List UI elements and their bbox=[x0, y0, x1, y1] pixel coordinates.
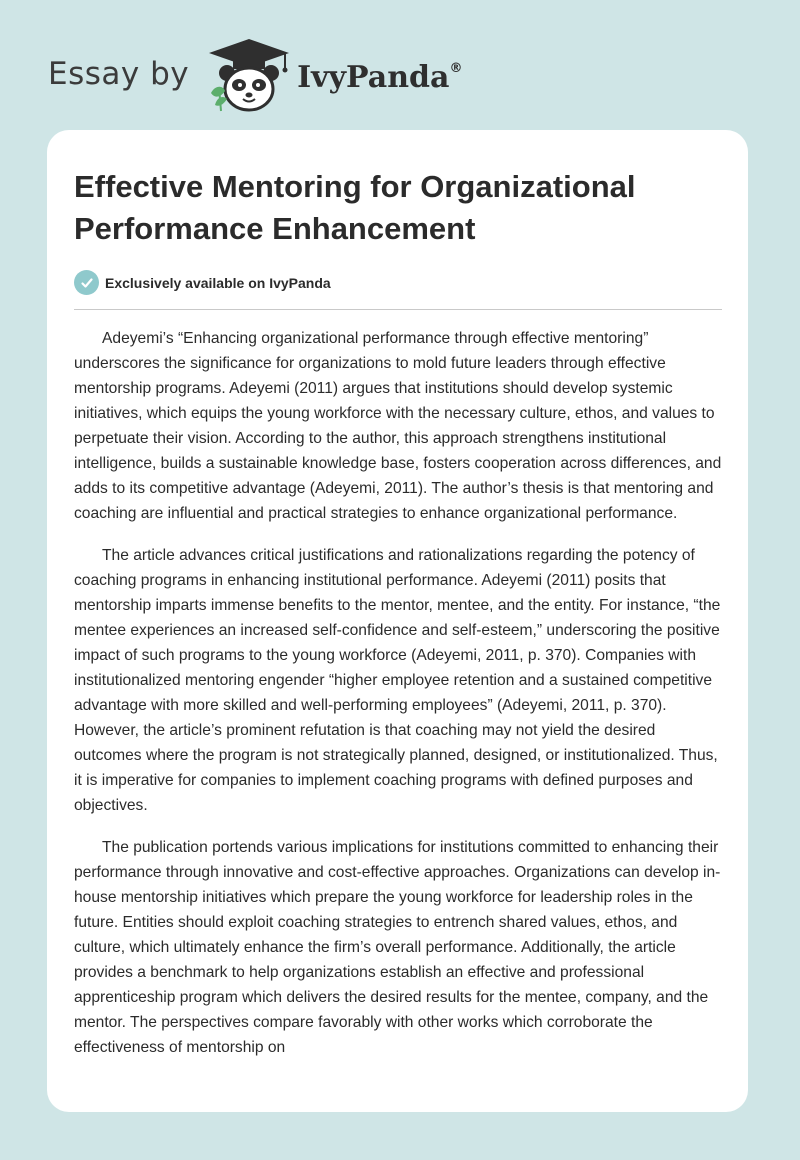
divider bbox=[74, 309, 722, 310]
brand-name[interactable] bbox=[297, 60, 462, 95]
article-body bbox=[74, 326, 721, 1060]
article-card bbox=[47, 130, 748, 1112]
brand-text: IvyPanda bbox=[297, 59, 450, 95]
panda-logo-icon[interactable] bbox=[205, 35, 293, 113]
paragraph: Adeyemi’s “Enhancing organizational performance through effective mentoring” underscores the significance for organizations to mold future leaders through effective mentorship programs. Adeyemi (2011) argues that institutions should develop systemic initiatives, which equips the young workforce with the necessary culture, ethos, and values to perpetuate their vision. According to the author, this approach strengthens institutional intelligence, builds a sustainable knowledge base, fosters cooperation across differences, and adds to its competitive advantage (Adeyemi, 2011). The author’s thesis is that mentoring and coaching are influential and practical strategies to enhance organizational performance. bbox=[74, 330, 722, 522]
paragraph: The article advances critical justifications and rationalizations regarding the potency of coaching programs in enhancing institutional performance. Adeyemi (2011) posits that mentorship imparts immense benefits to the mentor, mentee, and the entity. For instance, “the mentee experiences an increased self-confidence and self-esteem,” underscoring the positive impact of such programs to the young workforce (Adeyemi, 2011, p. 370). Companies with institutionalized mentoring engender “higher employee retention and a sustained competitive advantage with more skilled and well-performing employees” (Adeyemi, 2011, p. 370). However, the article’s prominent refutation is that coaching may not yield the desired outcomes where the program is not strategically planned, designed, or institutionalized. Thus, it is imperative for companies to implement coaching programs with defined purposes and objectives. bbox=[74, 547, 721, 814]
badge-label: Exclusively available on IvyPanda bbox=[105, 274, 331, 291]
exclusive-badge bbox=[74, 270, 721, 295]
article-title: Effective Mentoring for Organizational Performance Enhancement bbox=[74, 169, 636, 246]
site-header bbox=[48, 34, 462, 114]
check-circle-icon bbox=[74, 270, 99, 295]
essay-by-label: Essay by bbox=[48, 56, 190, 92]
registered-mark: ® bbox=[449, 60, 463, 76]
paragraph: The publication portends various implications for institutions committed to enhancing their performance through innovative and cost-effective approaches. Organizations can develop in-house mentorship initiatives which prepare the young workforce for leadership roles in the future. Entities should exploit coaching strategies to entrench shared values, ethos, and culture, which ultimately enhance the firm’s overall performance. Additionally, the article provides a benchmark to help organizations establish an effective and professional apprenticeship program which delivers the desired results for the mentee, company, and the mentor. The perspectives compare favorably with other works which corroborate the effectiveness of mentorship on bbox=[74, 839, 721, 1056]
